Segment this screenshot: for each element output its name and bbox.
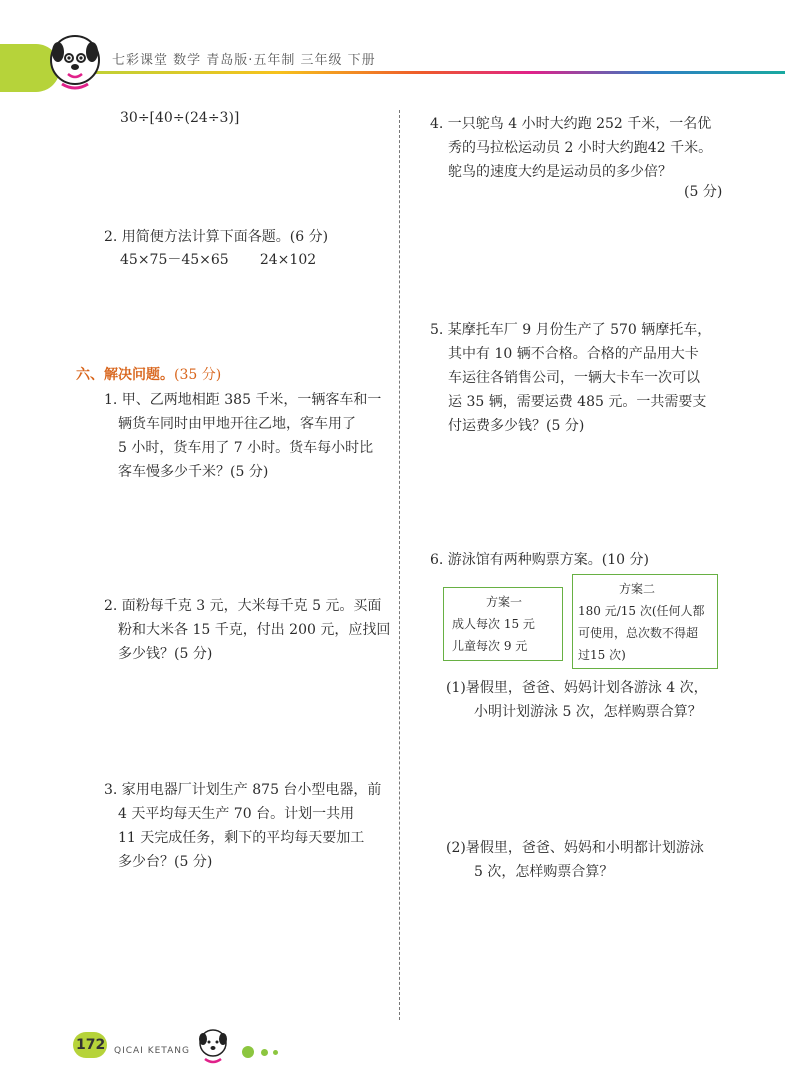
sub-question-1-line-2: 小明计划游泳 5 次，怎样购票合算？ bbox=[474, 704, 702, 720]
page-number: 172 bbox=[76, 1037, 106, 1053]
sub-question-2-line-1: (2)暑假里，爸爸、妈妈和小明都计划游泳 bbox=[446, 840, 704, 856]
problem-5-line-1: 5. 某摩托车厂 9 月份生产了 570 辆摩托车， bbox=[430, 322, 712, 338]
problem-3-line-4: 多少台？(5 分) bbox=[118, 854, 213, 870]
plan-2-title: 方案二 bbox=[619, 582, 656, 596]
dog-mascot-icon bbox=[193, 1026, 233, 1066]
problem-1-line-4: 客车慢多少千米？(5 分) bbox=[118, 464, 269, 480]
question-2-expressions: 45×75－45×65 24×102 bbox=[120, 252, 317, 268]
plan-1-box bbox=[443, 587, 563, 661]
problem-1-line-1: 1. 甲、乙两地相距 385 千米，一辆客车和一 bbox=[104, 392, 382, 408]
problem-1-line-3: 5 小时，货车用了 7 小时。货车每小时比 bbox=[118, 440, 374, 456]
problem-4-line-1: 4. 一只鸵鸟 4 小时大约跑 252 千米，一名优 bbox=[430, 116, 712, 132]
problem-4-points: (5 分) bbox=[684, 184, 723, 200]
problem-4-line-2: 秀的马拉松运动员 2 小时大约跑42 千米。 bbox=[448, 140, 713, 156]
dog-mascot-icon bbox=[44, 30, 106, 92]
section-heading bbox=[76, 363, 221, 387]
decor-dot-large bbox=[242, 1046, 254, 1058]
plan-1-line-1: 成人每次 15 元 bbox=[452, 617, 535, 631]
problem-3-line-2: 4 天平均每天生产 70 台。计划一共用 bbox=[118, 806, 355, 822]
page-header bbox=[0, 0, 800, 100]
problem-1-line-2: 辆货车同时由甲地开往乙地，客车用了 bbox=[118, 416, 356, 432]
plan-2-line-2: 可使用，总次数不得超 bbox=[578, 626, 699, 640]
problem-5-line-2: 其中有 10 辆不合格。合格的产品用大卡 bbox=[448, 346, 699, 362]
header-rainbow-stripe bbox=[60, 71, 785, 74]
problem-6-title: 6. 游泳馆有两种购票方案。(10 分) bbox=[430, 552, 649, 568]
expression-top: 30÷[40÷(24÷3)] bbox=[120, 110, 240, 126]
section-label: 六、解决问题。 bbox=[76, 367, 174, 383]
problem-5-line-3: 车运往各销售公司，一辆大卡车一次可以 bbox=[448, 370, 700, 386]
footer-brand: QICAI KETANG bbox=[114, 1046, 190, 1056]
decor-dot-medium bbox=[261, 1049, 268, 1056]
plan-2-line-1: 180 元/15 次(任何人都 bbox=[578, 604, 705, 618]
sub-question-2-line-2: 5 次，怎样购票合算？ bbox=[474, 864, 614, 880]
problem-2-line-3: 多少钱？(5 分) bbox=[118, 646, 213, 662]
header-title: 七彩课堂 数学 青岛版·五年制 三年级 下册 bbox=[112, 53, 376, 68]
question-2-title: 2. 用简便方法计算下面各题。(6 分) bbox=[104, 229, 329, 245]
problem-2-line-2: 粉和大米各 15 千克，付出 200 元，应找回 bbox=[118, 622, 391, 638]
problem-5-line-4: 运 35 辆，需要运费 485 元。一共需要支 bbox=[448, 394, 707, 410]
plan-1-title: 方案一 bbox=[486, 595, 523, 609]
problem-3-line-1: 3. 家用电器厂计划生产 875 台小型电器，前 bbox=[104, 782, 382, 798]
section-points: (35 分) bbox=[174, 367, 222, 383]
problem-2-line-1: 2. 面粉每千克 3 元，大米每千克 5 元。买面 bbox=[104, 598, 382, 614]
plan-2-line-3: 过15 次) bbox=[578, 648, 626, 662]
plan-1-line-2: 儿童每次 9 元 bbox=[452, 639, 528, 653]
column-divider bbox=[399, 110, 400, 1020]
decor-dot-small bbox=[273, 1050, 278, 1055]
problem-5-line-5: 付运费多少钱？(5 分) bbox=[448, 418, 585, 434]
problem-4-line-3: 鸵鸟的速度大约是运动员的多少倍？ bbox=[448, 164, 672, 180]
sub-question-1-line-1: (1)暑假里，爸爸、妈妈计划各游泳 4 次， bbox=[446, 680, 708, 696]
plan-2-box bbox=[572, 574, 718, 669]
problem-3-line-3: 11 天完成任务，剩下的平均每天要加工 bbox=[118, 830, 365, 846]
